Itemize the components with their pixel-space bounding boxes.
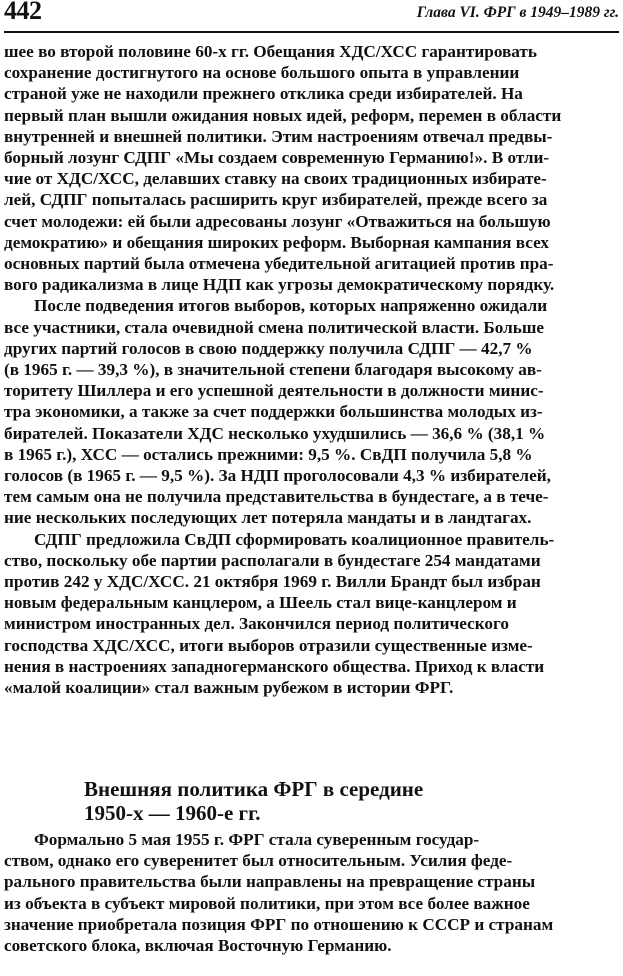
text-line: против 242 у ХДС/ХСС. 21 октября 1969 г. Вилли Брандт был избран xyxy=(4,572,541,592)
text-line: (в 1965 г. — 39,3 %), в значительной степени благодаря высокому ав- xyxy=(4,360,542,380)
text-line: министром иностранных дел. Закончился период политического xyxy=(4,614,509,634)
text-line: первый план вышли ожидания новых идей, реформ, перемен в области xyxy=(4,105,562,125)
text-line: вого радикализма в лице НДП как угрозы демократическому порядку. xyxy=(4,275,555,295)
text-line: ние нескольких последующих лет потеряла мандаты и в ландтагах. xyxy=(4,508,532,528)
paragraph xyxy=(4,295,617,528)
text-line: из объекта в субъект мировой политики, при этом все более важное xyxy=(4,893,530,913)
text-line: новым федеральным канцлером, а Шеель стал вице-канцлером и xyxy=(4,593,517,613)
text-line: СДПГ предложила СвДП сформировать коалиционное правитель- xyxy=(34,529,555,549)
text-line: лей, СДПГ попыталась расширить круг избирателей, прежде всего за xyxy=(4,190,548,210)
text-line: торитету Шиллера и его успешной деятельности в должности минис- xyxy=(4,381,544,401)
text-line: тра экономики, а также за счет поддержки большинства молодых из- xyxy=(4,402,543,422)
text-line: ство, поскольку обе партии располагали в бундестаге 254 мандатами xyxy=(4,550,541,570)
page-header xyxy=(4,0,619,30)
text-line: основных партий была отмечена убедительной агитацией против пра- xyxy=(4,254,554,274)
text-line: других партий голосов в свою поддержку получила СДПГ — 42,7 % xyxy=(4,338,533,358)
text-line: чие от ХДС/ХСС, делавших ставку на своих традиционных избирате- xyxy=(4,169,547,189)
text-line: демократию» и обещания широких реформ. Выборная кампания всех xyxy=(4,232,549,252)
section-heading-line: 1950-х — 1960-е гг. xyxy=(84,801,261,825)
section-body-text xyxy=(4,829,617,956)
text-line: тем самым она не получила представительства в бундестаге, а в тече- xyxy=(4,487,549,507)
text-line: страной уже не находили прежнего отклика среди избирателей. На xyxy=(4,84,523,104)
text-line: счет молодежи: ей были адресованы лозунг «Отважиться на большую xyxy=(4,211,551,231)
text-line: бирателей. Показатели ХДС несколько ухудшились — 36,6 % (38,1 % xyxy=(4,423,546,443)
header-rule xyxy=(4,31,619,33)
text-line: шее во второй половине 60-х гг. Обещания ХДС/ХСС гарантировать xyxy=(4,42,537,61)
text-line: внутренней и внешней политики. Этим настроениям отвечал предвы- xyxy=(4,126,553,146)
paragraph xyxy=(4,41,617,295)
text-line: «малой коалиции» стал важным рубежом в истории ФРГ. xyxy=(4,678,454,698)
section-heading xyxy=(84,777,423,825)
page-number: 442 xyxy=(4,0,42,25)
text-line: голосов (в 1965 г. — 9,5 %). За НДП проголосовали 4,3 % избирателей, xyxy=(4,466,551,486)
text-line: борный лозунг СДПГ «Мы создаем современную Германию!». В отли- xyxy=(4,148,550,168)
text-line: Формально 5 мая 1955 г. ФРГ стала суверенным государ- xyxy=(34,830,480,849)
text-line: господства ХДС/ХСС, итоги выборов отразили существенные изме- xyxy=(4,635,533,655)
text-line: рального правительства были направлены на превращение страны xyxy=(4,872,536,892)
body-text xyxy=(4,41,617,698)
paragraph xyxy=(4,529,617,699)
text-line: в 1965 г.), ХСС — остались прежними: 9,5 %. СвДП получила 5,8 % xyxy=(4,444,533,464)
text-line: советского блока, включая Восточную Германию. xyxy=(4,936,392,956)
text-line: значение приобретала позиция ФРГ по отношению к СССР и странам xyxy=(4,914,554,934)
text-line: нения в настроениях западногерманского общества. Приход к власти xyxy=(4,656,545,676)
text-line: все участники, стала очевидной смена политической власти. Больше xyxy=(4,317,545,337)
text-line: сохранение достигнутого на основе большого опыта в управлении xyxy=(4,63,520,83)
text-line: После подведения итогов выборов, которых напряженно ожидали xyxy=(34,296,548,316)
text-line: ством, однако его суверенитет был относительным. Усилия феде- xyxy=(4,851,513,871)
section-heading-line: Внешняя политика ФРГ в середине xyxy=(84,777,424,801)
running-head: Глава VI. ФРГ в 1949–1989 гг. xyxy=(416,4,619,21)
